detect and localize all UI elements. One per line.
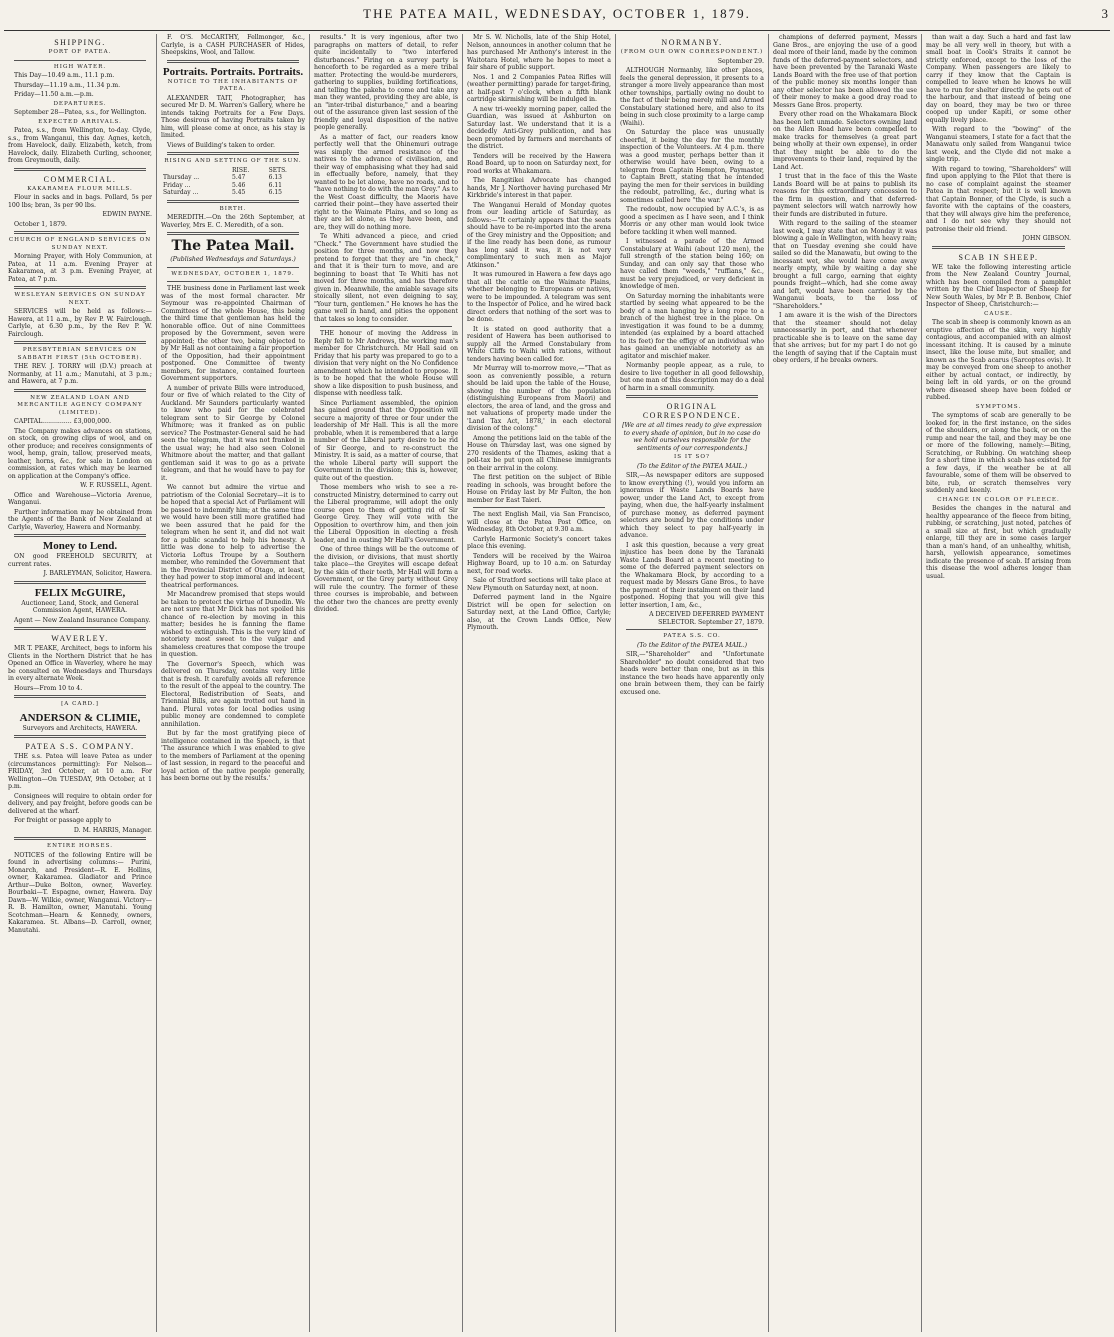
article-paragraph: THE honour of moving the Address in Reply fell to Mr Andrews, the working man's member for Christchurch. Mr Hall said on Friday that his party was prepared to go to a division that very night on the No Confidence amendment which he intended to propose. It is to be hoped that the whole House will show a like disposition to push business, and dispense with needless talk. — [314, 330, 458, 397]
table-cell: 5.47 — [232, 174, 246, 181]
consignees-text: Consignees will require to obtain order for delivery, and pay freight, before goods can be delivered at the wharf. — [8, 792, 152, 815]
column-6 — [769, 34, 922, 1332]
fleece-text: Besides the changes in the natural and healthy appearance of the fleece from biting, rubbing, or scratching, just noted, patches of a small size at first, but which gradually enlarge, till they are in some cases larger than a man's hand, of an unhealthy, whitish, harsh, yellowish appearance, sometimes indicate the presence of scab. If arising from this disease the wool adheres longer than usual. — [926, 505, 1071, 580]
letter-paragraph: champions of deferred payment, Messrs Gane Bros., are enjoying the use of a good deal more of their land, made by the common funds of the deferred-payment selectors, and have been prevented by the Taranaki Waste Lands Board with the free use of that portion of the public money six months longer than any other selector has been allowed the use of their money to make a good dray road to Messrs Gane Bros. property. — [773, 34, 917, 109]
birth-text: MEREDITH.—On the 26th September, at Waverley, Mrs E. C. Meredith, of a son. — [161, 214, 305, 229]
table-row — [161, 189, 305, 197]
article-paragraph: The redoubt, now occupied by A.C.'s, is as good a specimen as I have seen, and I think Morris or any other man would look twice before tackling it when well manned. — [620, 206, 764, 236]
letter-salutation: (To the Editor of the PATEA MAIL.) — [636, 462, 748, 470]
felix-agent: Agent — New Zealand Insurance Company. — [14, 616, 151, 624]
nz-loan-heading: NEW ZEALAND LOAN AND MERCANTILE AGENCY COMPANY (LIMITED). — [17, 394, 143, 416]
news-item: Tenders will be received by the Hawera Road Board, up to noon on Saturday next, for road works at Whakamara. — [467, 152, 611, 175]
entire-horses-heading: ENTIRE HORSES. — [47, 843, 113, 849]
letter-paragraph: I trust that in the face of this the Waste Lands Board will be at pains to publish its reasons for this extraordinary concession to the firm in question, and that deferred-payment selectors will watch narrowly how their funds are distributed in future. — [773, 173, 917, 218]
notice-heading: NOTICE TO THE INHABITANTS OF PATEA. — [167, 78, 299, 92]
letter-signature: JOHN GIBSON. — [1022, 235, 1071, 242]
news-item: Tenders will be received by the Wairoa Highway Board, up to 10 a.m. on Saturday next, for road works. — [467, 552, 611, 575]
peake-text: MR T. PEAKE, Architect, begs to inform his Clients in the Northern District that he has Opened an Office in Waverley, where he may be consulted on Wednesdays and Thursdays in every alternate Week. — [8, 645, 152, 682]
table-row — [161, 182, 305, 190]
payne-name: EDWIN PAYNE. — [102, 211, 152, 218]
divider — [167, 232, 299, 235]
issue-date: WEDNESDAY, OCTOBER 1, 1879. — [171, 270, 295, 277]
divider — [626, 395, 758, 398]
divider — [14, 389, 146, 392]
news-item: The Rangitikei Advocate has changed hands, Mr J. Northover having purchased Mr Kirkbride's interest in that paper. — [467, 177, 611, 199]
correspondent-note: (FROM OUR OWN CORRESPONDENT.) — [620, 49, 764, 55]
entire-horses-text: NOTICES of the following Entire will be found in advertising columns:— Purini, Monarch, and President—R. E. Hollins, owner, Kakaramea. Gladiator and Prince Arthur—Duke Bolton, owner, Waverley. Bourbaki—T. Espagne, owner, Hawera. Day Dawn—W. Wilkie, owner, Wanganui. Victory—R. B. Hamilton, owner, Manutahi. Young Scotchman—Hearn & Kennedy, owners, Kakaramea. St. Albans—D. Carroll, owner, Manutahi. — [8, 851, 152, 934]
news-item: Carlyle Harmonic Society's concert takes place this evening. — [467, 535, 611, 550]
presbyterian-heading: PRESBYTERIAN SERVICES ON SABBATH FIRST (5th OCTOBER). — [17, 347, 143, 361]
barleyman-name: J. BARLEYMAN, Solicitor, Hawera. — [43, 570, 152, 577]
article-paragraph: Te Whiti advanced a piece, and cried "Check." The Government have studied the position for three months, and now they pretend to forget that they are "in check," and that it is their turn to move, and are beginning to boast that Te Whiti has not moved for three months, and has therefore given in. Meanwhile, the amiable savage sits stoically silent, not even deigning to say, "Your turn, gentlemen." He knows he has the game well in hand, and pities the opponent that takes so long to consider. — [314, 233, 458, 323]
column-7 — [922, 34, 1075, 1332]
departures-heading: DEPARTURES. — [53, 100, 107, 107]
views-text: Views of Building's taken to order. — [167, 141, 275, 149]
column-5 — [616, 34, 769, 1332]
news-item: Sale of Stratford sections will take place at New Plymouth on Saturday next, at noon. — [467, 577, 611, 592]
news-item: A new tri-weekly morning paper, called the Guardian, was issued at Ashburton on Saturday last. We understand that it is a decidedly Anti-Grey publication, and has been promoted by farmers and merchants of the district. — [467, 105, 611, 150]
letter-salutation: (To the Editor of the PATEA MAIL.) — [636, 641, 748, 649]
divider — [167, 281, 299, 282]
flour-text: Flour in sacks and in bags. Pollard, 5s per 100 lbs; bran, 3s per 90 lbs. — [8, 194, 152, 209]
table-cell: Thursday ... — [163, 174, 200, 181]
article-paragraph: On Saturday the place was unusually cheerful, it being the day for the monthly inspection of the Volunteers. At 4 p.m. there was a good muster, perhaps better than it otherwise would have been, owing to a telegram from Captain Hempton, Paymaster, to Captain Brett, stating that he intended paying the men for their services in building the redoubt, patrolling, &c., during what is sometimes called here "the war." — [620, 129, 764, 204]
expected-heading: EXPECTED ARRIVALS. — [38, 118, 122, 125]
cause-text: The scab in sheep is commonly known as an eruptive affection of the skin, very highly contagious, and accompanied with an almost incessant itching. It is caused by a minute insect, like the louse mite, but smaller, and known as the Scab acarus (Sarcoptes ovis). It may be conveyed from one sheep to another either by actual contact, or indirectly, by being left in old yards, or on the ground where diseased sheep have been folded or rubbed. — [926, 319, 1071, 401]
expected-text: Patea, s.s., from Wellington, to-day. Clyde, s.s., from Wanganui, this day. Agnes, ketch, from Havelock, daily. Elizabeth, ketch, from Havelock, daily. Elizabeth Curling, schooner, from Greymouth, daily. — [8, 127, 152, 164]
columns — [4, 34, 1110, 1334]
sun-heading: RISING AND SETTING OF THE SUN. — [164, 158, 302, 164]
page-number: 3 — [1101, 6, 1108, 21]
high-water-heading: HIGH WATER. — [53, 63, 107, 70]
felix-text: Auctioneer, Land, Stock, and General Commission Agent, HAWERA. — [21, 599, 139, 614]
letter-paragraph: SIR,—"Shareholder" and "Unfortunate Shareholder" no doubt considered that two heads were better than one, but as in this instance the two heads have apparently only one brain between them, they can be fairly excused one. — [620, 651, 764, 696]
divider — [14, 735, 146, 738]
divider — [14, 60, 146, 61]
scab-intro: WE take the following interesting article from the New Zealand Country Journal, which has been compiled from a pamphlet written by the Chief Inspector of Sheep for New South Wales, by Mr P. B. Benbow, Chief Inspector of Sheep, Christchurch:— — [926, 263, 1071, 308]
table-header-cell: RISE. — [232, 166, 250, 174]
symptoms-heading: SYMPTOMS. — [975, 403, 1022, 410]
office-text: Office and Warehouse—Victoria Avenue, Wanganui. — [8, 491, 152, 506]
table-row — [161, 174, 305, 182]
letter-paragraph: With regard to towing, "Shareholders" will find upon applying to the Pilot that there is no case of complaint against the steamer Patea in that respect; but it is well known that Captain Bonner, of the Clyde, is such a favorite with the captains of the coasters, that they will always give him the preference, and I do not see why they should not patronise their old friend. — [926, 165, 1071, 233]
article-paragraph: results." It is very ingenious, after two paragraphs on matters of detail, to refer quite incidentally to "two interfered disturbances." Firing on a survey party is henceforth to be regarded as a mere tribal matter. Protecting the would-be murderers, gathering to supplies, building fortifications, and telling the pakeha to come and take any man they wanted, providing they are able, is an "inter-tribal disturbance," and a bearing out of the assurance given last session of the friendly and loyal disposition of the native people generally. — [314, 34, 458, 131]
portraits-heading: Portraits. Portraits. Portraits. — [162, 65, 304, 78]
article-paragraph: Mr Macandrew promised that steps would be taken to protect the virtue of Dunedin. We are not sure that Mr Dick has not spoiled his chance of re-election by moving in this matter; besides he is fanning the flame wished to extinguish. This is the very kind of notoriety most sweet to the vulgar and shameless creatures that compose the troupe in question. — [161, 591, 305, 658]
column-4 — [463, 34, 616, 1332]
masthead-rule — [4, 30, 1110, 31]
tait-ad: ALEXANDER TAIT, Photographer, has secured Mr D. M. Warren's Gallery, where he intends taking Portraits for a Few Days. Those desirous of having Portraits taken by him, will please come at once, as his stay is limited. — [161, 94, 305, 139]
column-1 — [4, 34, 157, 1332]
letter-paragraph: With regard to the sailing of the steamer last week, I may state that on Monday it was blowing a gale in Wellington, with heavy rain; that on Tuesday evening she could have sailed so did the Manawatu, but owing to the incessant wet, she would have come away nearly empty, while by waiting a day she brought a full cargo, earning that eighty pounds freight—which, had she come away and left, would have been carried by the Wanganui boats, to the loss of "Shareholders." — [773, 220, 917, 310]
table-cell: 6.15 — [268, 189, 282, 196]
article-paragraph: Those members who wish to see a re-constructed Ministry, determined to carry out the Liberal programme, will adopt the only course open to them of getting rid of Sir George Grey. They will vote with the Opposition to overthrow him, and then join the Liberal Opposition in electing a fresh leader, and in ousting Mr Hall's Government. — [314, 484, 458, 544]
letter-paragraph: SIR,—As newspaper editors are supposed to know everything (!), would you inform an ignoramus if Waste Lands Boards have power, under the Land Act, to except from paying, when due, the half-yearly instalment of purchase money, as deferred payment selectors are bound by the conditions under which they select to pay half-yearly in advance. — [620, 472, 764, 539]
news-item: The Wanganui Herald of Monday quotes from our leading article of Saturday, as follows:—"It certainly appears that the seats should have to be re-imported into the arena of the Grey ministry and the Opposition; and if the line ready has been done, as rumour has long said it was, it is not very complimentary to such men as Major Atkinson." — [467, 201, 611, 269]
money-text: ON good FREEHOLD SECURITY, at current rates. — [8, 553, 152, 568]
commercial-heading: COMMERCIAL. — [43, 174, 117, 184]
divider — [167, 152, 299, 155]
anderson-text: Surveyors and Architects, HAWERA. — [22, 724, 138, 732]
letter-title: PATEA S.S. CO. — [663, 633, 721, 639]
mccarthy-ad: F. O'S. McCARTHY, Fellmonger, &c., Carlyle, is a CASH PURCHASER of Hides, Sheepskins, Wool, and Tallow. — [161, 34, 305, 56]
publication-note: (Published Wednesdays and Saturdays.) — [170, 256, 296, 263]
article-paragraph: I witnessed a parade of the Armed Constabulary at Waihi (about 120 men), the full strength of the station being 160; on Sunday, and can only say that those who have called them "weeds," "ruffians," &c., must be very prejudiced, or very deficient in knowledge of men. — [620, 238, 764, 290]
news-item: Deferred payment land in the Ngaire District will be open for selection on Saturday next, at the Land Office, Carlyle; also, at the Crown Lands Office, New Plymouth. — [467, 594, 611, 631]
article-paragraph: THE business done in Parliament last week was of the most formal character. Mr Seymour was re-appointed Chairman of Committees of the whole House, this being the third time that gentleman has held the honorable office. Out of nine Committees proposed by the Government, seven were appointed; the other two, being objected to by Mr Hall as not containing a fair proportion of the Opposition, had their appointment postponed. One Committee of twenty members, for instance, contained fourteen Government supporters. — [161, 285, 305, 382]
article-paragraph: One of three things will be the outcome of the division, or divisions, that must shortly take place—the Greyites will escape defeat by the skin of their teeth, Mr Hall will form a Government, or the Grey party without Grey will rule the country. The former of these three courses is improbable, and between the other two the chances are pretty evenly divided. — [314, 546, 458, 613]
divider — [14, 837, 146, 840]
letter-paragraph: I ask this question, because a very great injustice has been done by the Taranaki Waste Lands Board at a recent meeting to some of the deferred payment selectors on the Whakamara Block, by according to a request made by Messrs Gane Bros., to have the payment of their instalment on their land postponed. Hoping that you will give this letter insertion, I am, &c., — [620, 541, 764, 609]
letter-paragraph: I am aware it is the wish of the Directors that the steamer should not delay unnecessarily in port, and that whenever practicable she is to leave on the same day that she arrives; but for my part I do not go the length of saying that if the Captain must obey orders, if he breaks owners. — [773, 312, 917, 364]
masthead — [0, 6, 1114, 28]
symptoms-text: The symptoms of scab are generally to be looked for, in the first instance, on the sides of the shoulders, or along the back, or on the rump and near the tail, and they may be one or more of the following, namely:—Biting, Scratching, or Rubbing. On watching sheep for a short time in which scab has existed for a few days, if the weather be at all favourable, some of them will be observed to bite, rub, or scratch themselves very suddenly and keenly. — [926, 412, 1071, 494]
presbyterian-text: THE REV. J. TORRY will (D.V.) preach at Normanby, at 11 a.m.; Manutahi, at 3 p.m.; and Hawera, at 7 p.m. — [8, 363, 152, 385]
letter-paragraph: than wait a day. Such a hard and fast law may be all very well in theory, but with a small boat in Cook's Straits it cannot be strictly enforced, except to the loss of the Company. When passengers are likely to carry if they know that the Captain is compelled to leave when he knows he will have to run for shelter directly he gets out of the harbour, and that instead of being one day on board, they may be two or three cooped up under Kapiti, or some other equally lively place. — [926, 34, 1071, 124]
cause-heading: CAUSE. — [984, 310, 1013, 317]
sun-table — [161, 167, 305, 197]
divider — [14, 627, 146, 630]
scab-heading: SCAB IN SHEEP. — [958, 252, 1039, 262]
anderson-heading: ANDERSON & CLIMIE, — [19, 711, 141, 724]
church-text: Morning Prayer, with Holy Communion, at Patea, at 11 a.m. Evening Prayer at Kakaramea, at 3 p.m. Evening Prayer, at Patea, at 7 p.m. — [8, 253, 152, 283]
wesleyan-heading: WESLEYAN SERVICES ON SUNDAY NEXT. — [14, 292, 146, 306]
correspondence-heading: ORIGINAL CORRESPONDENCE. — [642, 402, 742, 420]
masthead-title: THE PATEA MAIL, WEDNESDAY, OCTOBER 1, 1879. — [363, 6, 751, 21]
news-item: Among the petitions laid on the table of the House on Thursday last, was one signed by 270 residents of the Thames, asking that a poll-tax be put upon all Chinese immigrants on their arrival in the colony. — [467, 434, 611, 472]
table-cell: Friday ... — [163, 181, 191, 189]
nz-loan-text: The Company makes advances on stations, on stock, on growing clips of wool, and on other produce; and receives consignments of wool, hemp, grain, tallow, preserved meats, leather, horns, &c., for sale in London on commission, at rates which may be learned on application at the Company's office. — [8, 427, 152, 480]
paper-title: The Patea Mail. — [171, 238, 295, 254]
money-heading: Money to Lend. — [42, 540, 118, 552]
high-water-line: Friday—11.50 a.m.—p.m. — [14, 91, 94, 98]
news-item: Nos. 1 and 2 Companies Patea Rifles will (weather permitting) parade for target-firing, at half-past 7 o'clock, when a fifth blank cartridge skirmishing will be indulged in. — [467, 73, 611, 103]
correspondence-note: [We are at all times ready to give expression to every shade of opinion, but in no case do we hold ourselves responsible for the sentiments of our correspondents.] — [622, 422, 762, 452]
divider — [473, 507, 605, 508]
news-item: The first petition on the subject of Bible reading in schools, was brought before the House on Friday last by Mr Fulton, the hon member for East Taieri. — [467, 474, 611, 504]
capital-text: CAPITAL............... £3,000,000. — [14, 418, 112, 425]
table-cell: Saturday ... — [163, 189, 199, 196]
hours-text: Hours—From 10 to 4. — [14, 684, 83, 692]
patea-company-heading: PATEA S.S. COMPANY. — [25, 742, 135, 751]
russell-name: W. F. RUSSELL, Agent. — [80, 482, 152, 489]
divider — [167, 200, 299, 203]
shipping-heading: SHIPPING. — [54, 38, 106, 47]
divider — [14, 534, 146, 537]
table-row — [161, 167, 305, 175]
divider — [14, 341, 146, 344]
divider — [626, 629, 758, 630]
card-label: [A CARD.] — [61, 701, 99, 707]
article-paragraph: Normanby people appear, as a rule, to desire to live together in all good fellowship, but one man of this description may do a deal of harm in a small community. — [620, 362, 764, 392]
fleece-heading: CHANGE IN COLOR OF FLEECE. — [937, 496, 1060, 503]
high-water-line: This Day—10.49 a.m., 11.1 p.m. — [14, 72, 115, 79]
flour-mills-heading: KAKARAMEA FLOUR MILLS. — [27, 185, 133, 192]
port-heading: PORT OF PATEA. — [48, 49, 112, 55]
high-water-line: Thursday—11.19 a.m., 11.34 p.m. — [14, 81, 121, 89]
article-paragraph: As a matter of fact, our readers know perfectly well that the Ohinemuri outrage was simply the armed resistance of the natives to the advance of civilisation, and their way of emphasising what they had said in effectually before, namely, that they wanted to be let alone, have no roads, and to "have nothing to do with the man Grey." As to the West Coast difficulty, the Maoris have carried their point—they have asserted their right to the Waimate Plains, and so long as they are let alone, as they have been, and are, they will do nothing more. — [314, 133, 458, 231]
divider — [167, 267, 299, 268]
birth-heading: BIRTH. — [219, 205, 247, 212]
article-paragraph: Since Parliament assembled, the opinion has gained ground that the Opposition will secure a majority of three or four under the leadership of Mr Hall. This is all the more probable, when it is remembered that a large number of the Liberal party desire to be rid of Sir George, and to re-construct the Ministry. It is said, as a matter of course, that the whole Liberal party will support the Government in the division; this is, however, quite out of the question. — [314, 399, 458, 482]
divider — [14, 695, 146, 698]
further-text: Further information may be obtained from the Agents of the Bank of New Zealand at Carlyle, Waverley, Hawera and Normanby. — [8, 508, 152, 531]
letter-signature: A DECEIVED DEFERRED PAYMENT SELECTOR. September 27, 1879. — [649, 611, 764, 626]
table-cell: 5.46 — [232, 181, 246, 189]
normanby-date: September 29. — [717, 57, 764, 65]
divider — [14, 168, 146, 171]
table-cell: 5.45 — [232, 189, 246, 196]
article-paragraph: The Governor's Speech, which was delivered on Thursday, contains very little that is fresh. It carefully avoids all reference to the result of the appeal to the country. The Electoral, Redistribution of Seats, and Triennial Bills, are again trotted out hand in hand. Plural votes for local bodies using public money are condemned to complete annihilation. — [161, 660, 305, 728]
news-item: Mr Murray will to-morrow move,—"That as soon as conveniently possible, a return should be laid upon the table of the House, showing the number of the population (distinguishing Europeans from Maori) and electors, the area of land, and the gross and net valuations of property made under the 'Land Tax Act, 1878,' in each electoral division of the colony." — [467, 365, 611, 432]
table-header-cell: SETS. — [268, 166, 287, 174]
table-header-cell — [161, 167, 230, 175]
column-3 — [310, 34, 463, 1332]
news-item: Mr S. W. Nicholls, late of the Ship Hotel, Nelson, announces in another column that he has purchased Mr Anthony's interest in the Waitotara Hotel, where he hopes to meet a fair share of public support. — [467, 34, 611, 71]
article-paragraph: On Saturday morning the inhabitants were startled by seeing what appeared to be the body of a man hanging by a long rope to a branch of the highest tree in the place. On investigation it was found to be a dummy, intended (as explained by a board attached to its feet) for the effigy of an individual who has gained an unenviable notoriety as an agitator and mischief maker. — [620, 292, 764, 360]
normanby-heading: NORMANBY. — [661, 38, 723, 47]
harris-name: D. M. HARRIS, Manager. — [73, 826, 152, 834]
article-paragraph: We cannot but admire the virtue and patriotism of the Colonial Secretary—it is to be hoped that a special Act of Parliament will be passed to indemnify him; at the same time we would have been still more gratified had we been assured that he paid for the telegram when he sent it, and did not wait for a public scandal to help his honesty. A little was done to help to advertise the Victoria Loftus Troupe by a Southern member, who reminded the Government that in the Provincial District of Otago, at least, they had power to stop immoral and indecent theatrical performances. — [161, 484, 305, 589]
letter-paragraph: Every other road on the Whakamara Block has been left unmade. Selectors owning land on the Allen Road have been compelled to make tracks for themselves (a great part being wholly at their own expense), in order that they might be able to do the improvements to their land, required by the Land Act. — [773, 111, 917, 171]
wesleyan-text: SERVICES will be held as follows:— Hawera, at 11 a.m., by Rev P. W. Fairclough. Carlyle, at 6.30 p.m., by the Rev P. W. Fairclough. — [8, 308, 152, 338]
freight-text: For freight or passage apply to — [14, 817, 112, 824]
column-2 — [157, 34, 310, 1332]
departures-text: September 28—Patea, s.s., for Wellington. — [14, 109, 147, 116]
divider — [14, 231, 146, 234]
article-paragraph: ALTHOUGH Normanby, like other places, feels the general depression, it presents to a stranger a more lively appearance than most other townships, partially owing no doubt to the fact of their being merely mill and Armed Constabulary stationed here, and also to its being in such close proximity to a large camp (Waihi). — [620, 67, 764, 127]
divider — [167, 60, 299, 63]
church-heading: CHURCH OF ENGLAND SERVICES ON SUNDAY NEXT. — [8, 237, 152, 251]
divider — [320, 326, 452, 327]
patea-company-text: THE s.s. Patea will leave Patea as under (circumstances permitting): For Nelson—FRIDAY, 3rd October, at 10 a.m. For Wellington—On TUESDAY, 9th October, at 1 p.m. — [8, 753, 152, 790]
waverley-heading: WAVERLEY. — [51, 634, 109, 643]
table-cell: 6.11 — [268, 181, 282, 189]
divider — [932, 246, 1065, 249]
letter-paragraph: With regard to the "bowing" of the Wanganui steamers, I state for a fact that the Manawatu only sailed from Wanganui twice last week, and the Clyde did not make a single trip. — [926, 126, 1071, 163]
letter-title: IS IT SO? — [674, 454, 710, 460]
news-item: The next English Mail, via San Francisco, will close at the Patea Post Office, on Wednesday, 8th October, at 9.30 a.m. — [467, 511, 611, 533]
news-item: It was rumoured in Hawera a few days ago that all the cattle on the Waimate Plains, whether belonging to Europeans or natives, were to be impounded. A telegram was sent to the Inspector of Police, and he wired back direct orders that nothing of the sort was to be done. — [467, 271, 611, 323]
article-paragraph: A number of private Bills were introduced, four or five of which related to the City of Auckland. Mr Saunders particularly wanted to know who paid for the celebrated telegram sent to Sir George by Colonel Whitmore; was it franked as on public service? The Postmaster-General said he had seen the telegram, that it was not franked in the usual way; he had also seen Colonel Whitmore about the matter, and that gallant gentleman said it was to go as a private telegram, and that he would have to pay for it. — [161, 384, 305, 482]
table-cell: 6.13 — [268, 174, 282, 181]
divider — [14, 286, 146, 289]
payne-date: October 1, 1879. — [14, 220, 67, 228]
article-paragraph: But by far the most gratifying piece of intelligence contained in the Speech, is that 'The assurance which I was enabled to give to the members of Parliament at the opening of last session, in regard to the peaceful and loyal action of the native people generally, has been borne out by the results.' — [161, 730, 305, 782]
news-item: It is stated on good authority that a resident of Hawera has been authorised to supply all the Armed Constabulary from White Cliffs to Waihi with rations, without tenders having been called for. — [467, 325, 611, 363]
divider — [14, 581, 146, 584]
felix-heading: FELIX McGUIRE, — [34, 586, 126, 599]
